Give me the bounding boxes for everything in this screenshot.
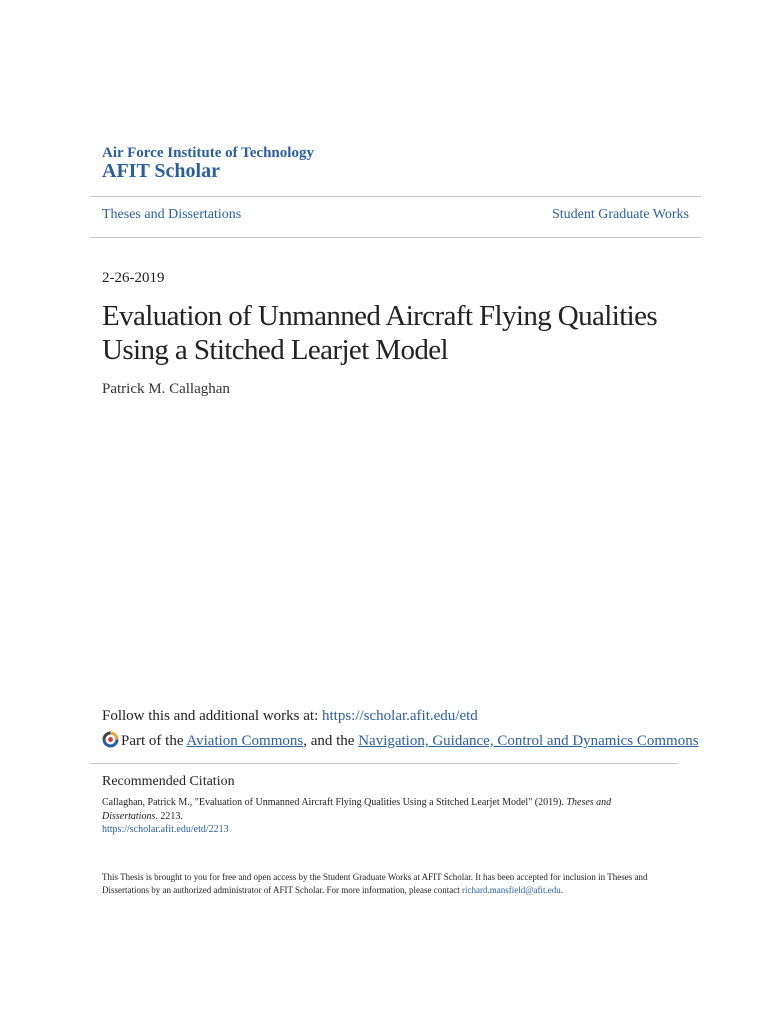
contact-email-link[interactable]: richard.mansfield@afit.edu bbox=[462, 885, 561, 895]
institution-name[interactable]: Air Force Institute of Technology bbox=[102, 145, 314, 161]
document-author: Patrick M. Callaghan bbox=[102, 381, 230, 397]
access-notice bbox=[102, 871, 677, 897]
nav-theses-link[interactable]: Theses and Dissertations bbox=[102, 207, 242, 222]
nav-student-works-link[interactable]: Student Graduate Works bbox=[551, 207, 689, 222]
citation-text bbox=[102, 796, 662, 824]
citation-series: Theses and Dissertations bbox=[102, 797, 612, 822]
notice-text: This Thesis is brought to you for free and open access by the Student Graduate Works at AFIT Scholar. It has been accepted for inclusion in Theses and Dissertations by an authorized administrator of AFIT Scholar. For more information, please contact bbox=[102, 872, 648, 895]
citation-heading: Recommended Citation bbox=[102, 774, 235, 789]
header-divider-top bbox=[90, 196, 701, 197]
notice-end: . bbox=[560, 885, 563, 895]
header-divider-bottom bbox=[90, 237, 701, 238]
aviation-commons-link[interactable]: Aviation Commons bbox=[186, 733, 304, 749]
citation-divider bbox=[90, 763, 678, 764]
part-of-prefix: Part of the bbox=[121, 733, 187, 749]
citation-url-link[interactable]: https://scholar.afit.edu/etd/2213 bbox=[102, 824, 229, 835]
citation-main: Callaghan, Patrick M., "Evaluation of Unmanned Aircraft Flying Qualities Using a Stitched Learjet Model" (2019). bbox=[102, 797, 567, 808]
part-of-middle: , and the bbox=[303, 733, 359, 749]
document-title: Evaluation of Unmanned Aircraft Flying Qualities Using a Stitched Learjet Model bbox=[102, 300, 658, 366]
navigation-commons-link[interactable]: Navigation, Guidance, Control and Dynamics Commons bbox=[358, 733, 699, 749]
site-name[interactable]: AFIT Scholar bbox=[102, 160, 220, 182]
follow-url-link[interactable]: https://scholar.afit.edu/etd bbox=[321, 708, 478, 724]
follow-label: Follow this and additional works at: bbox=[102, 708, 322, 724]
part-of-line bbox=[102, 731, 699, 750]
follow-line bbox=[102, 708, 478, 725]
document-date: 2-26-2019 bbox=[102, 270, 165, 286]
commons-network-icon[interactable] bbox=[102, 731, 119, 748]
citation-number: . 2213. bbox=[155, 811, 183, 822]
